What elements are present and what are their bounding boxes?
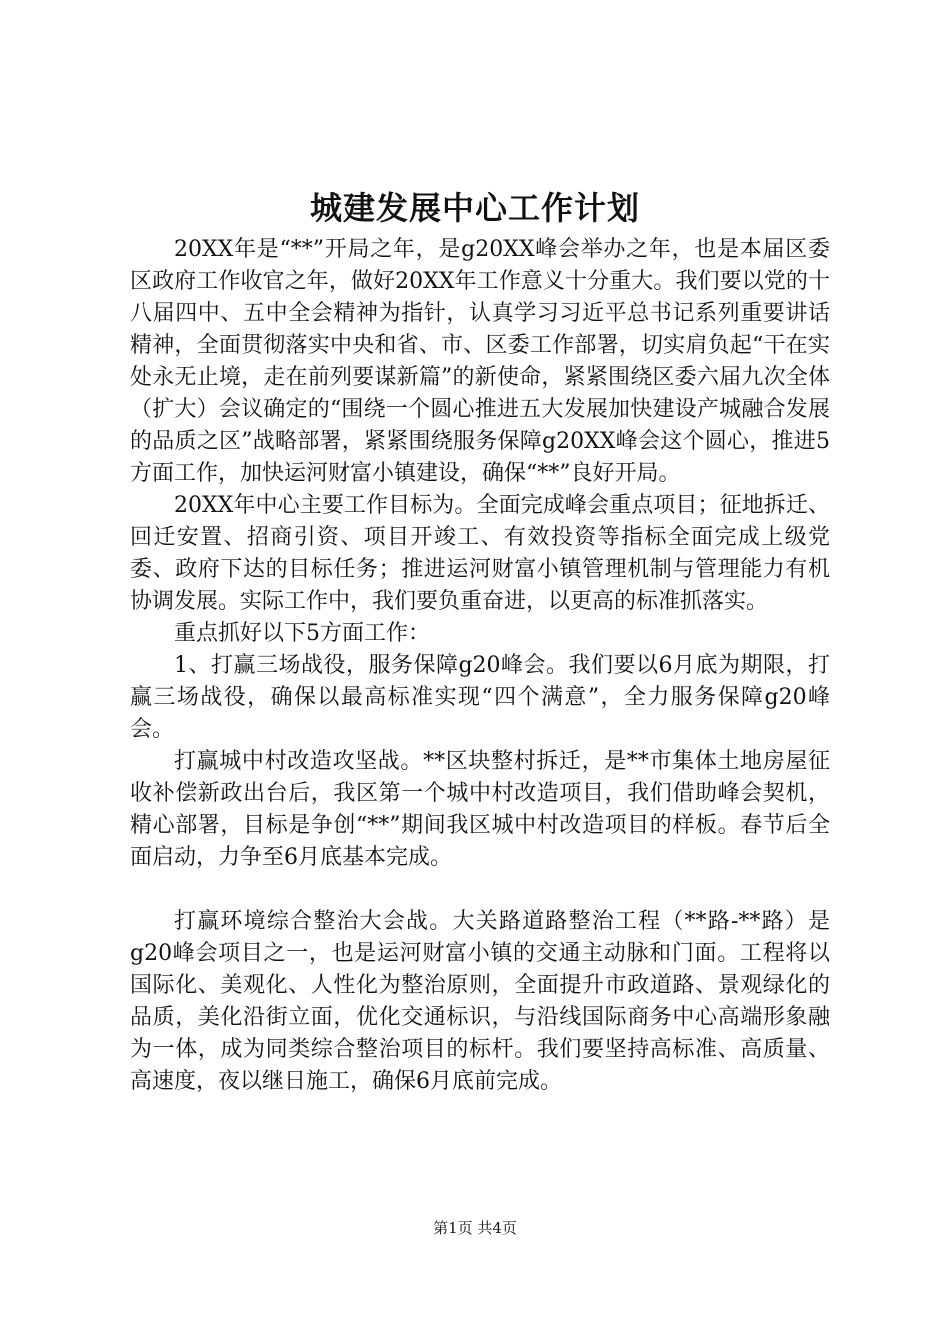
paragraph-village-renovation: 打赢城中村改造攻坚战。**区块整村拆迁，是**市集体土地房屋征收补偿新政出台后，我区第一个城中村改造项目，我们借助峰会契机，精心部署，目标是争创“**”期间我区城中村改造项目的样板。春节后全面启动，力争至6月底基本完成。 (130, 749, 830, 870)
paragraph-intro: 20XX年是“**”开局之年，是g20XX峰会举办之年，也是本届区委区政府工作收官之年，做好20XX年工作意义十分重大。我们要以党的十八届四中、五中全会精神为指针，认真学习习近平总书记系列重要讲话精神，全面贯彻落实中央和省、市、区委工作部署，切实肩负起“干在实处永无止境，走在前列要谋新篇”的新使命，紧紧围绕区委六届九次全体（扩大）会议确定的“围绕一个圆心推进五大发展加快建设产城融合发展的品质之区”战略部署，紧紧围绕服务保障g20XX峰会这个圆心，推进5方面工作，加快运河财富小镇建设，确保“**”良好开局。 (130, 237, 830, 486)
document-body (130, 234, 830, 1098)
page-footer: 第1页 共4页 (433, 1219, 517, 1237)
paragraph-task-1: 1、打赢三场战役，服务保障g20峰会。我们要以6月底为期限，打赢三场战役，确保以最高标准实现“四个满意”，全力服务保障g20峰会。 (130, 653, 830, 742)
paragraph-environment-renovation: 打赢环境综合整治大会战。大关路道路整治工程（**路-**路）是g20峰会项目之一，也是运河财富小镇的交通主动脉和门面。工程将以国际化、美观化、人性化为整治原则，全面提升市政道路、景观绿化的品质，美化沿街立面，优化交通标识，与沿线国际商务中心高端形象融为一体，成为同类综合整治项目的标杆。我们要坚持高标准、高质量、高速度，夜以继日施工，确保6月底前完成。 (130, 909, 830, 1094)
paragraph-goals: 20XX年中心主要工作目标为。全面完成峰会重点项目；征地拆迁、回迁安置、招商引资、项目开竣工、有效投资等指标全面完成上级党委、政府下达的目标任务；推进运河财富小镇管理机制与管理能力有机协调发展。实际工作中，我们要负重奋进，以更高的标准抓落实。 (130, 493, 830, 614)
document-title: 城建发展中心工作计划 (309, 189, 640, 227)
paragraph-key-tasks-intro: 重点抓好以下5方面工作： (174, 621, 430, 646)
paragraph-spacer (130, 874, 830, 906)
